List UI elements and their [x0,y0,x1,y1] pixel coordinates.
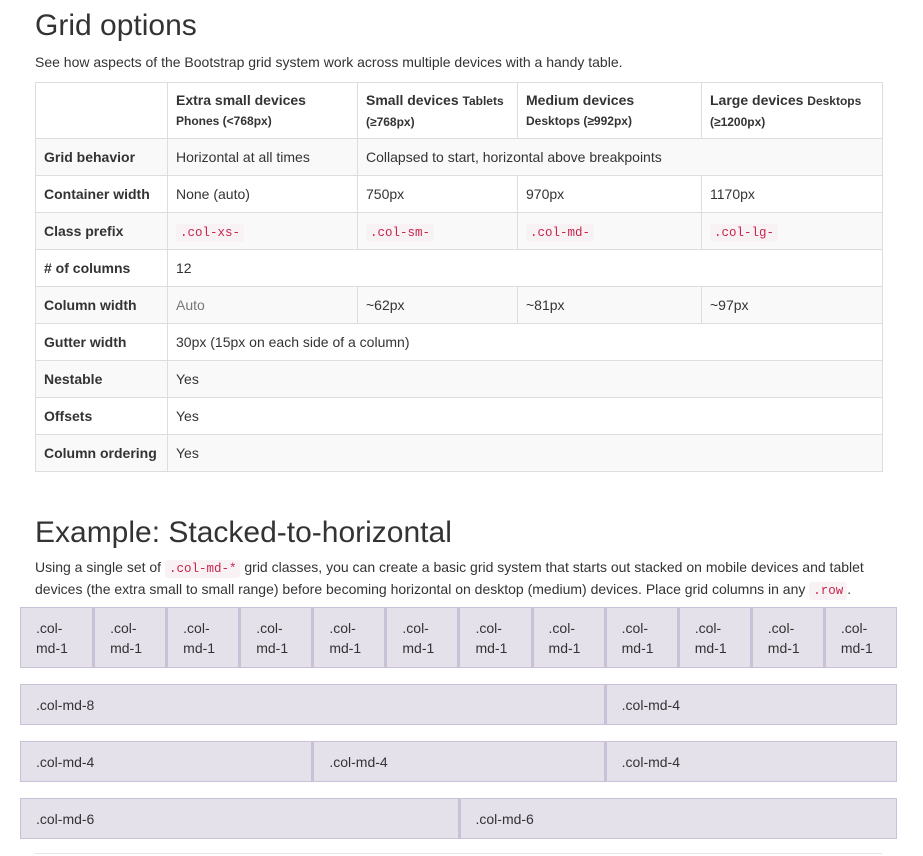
table-row [36,398,883,435]
grid-column: .col-md-6 [459,798,898,839]
table-cell: Horizontal at all times [168,139,358,176]
table-row [36,435,883,472]
header-xs: Extra small devices Phones (<768px) [168,83,358,139]
grid-options-heading: Grid options [35,9,197,42]
table-row [36,324,883,361]
table-cell [518,213,702,250]
example-description: Using a single set of .col-md-* grid classes, you can create a basic grid system that starts out stacked on mobile devices and tablet devices (the extra small to small range) before becoming horizontal on desktop (medium) devices. Place grid columns in any .row . [35,559,864,598]
table-row [36,139,883,176]
table-cell: Auto [168,287,358,324]
grid-column: .col-md-1 [20,607,93,668]
header-empty [36,83,168,139]
grid-column: .col-md-1 [824,607,897,668]
grid-column: .col-md-6 [20,798,459,839]
table-cell [702,213,883,250]
example-heading: Example: Stacked-to-horizontal [35,516,452,549]
table-cell: Yes [168,435,883,472]
code-snippet: .col-sm- [366,224,434,242]
table-cell: 970px [518,176,702,213]
grid-column: .col-md-4 [605,741,897,782]
row-label: Column width [36,287,168,324]
grid-column: .col-md-4 [312,741,604,782]
table-cell: ~62px [358,287,518,324]
grid-column: .col-md-1 [532,607,605,668]
table-row [36,361,883,398]
table-header-row [36,83,883,139]
row-label: Gutter width [36,324,168,361]
code-snippet: .col-md- [526,224,594,242]
grid-column: .col-md-1 [166,607,239,668]
grid-column: .col-md-1 [751,607,824,668]
table-row [36,176,883,213]
grid-options-description: See how aspects of the Bootstrap grid system work across multiple devices with a handy table. [35,54,623,70]
row-label: Nestable [36,361,168,398]
table-cell: 12 [168,250,883,287]
code-snippet: .row [809,582,847,600]
table-cell: None (auto) [168,176,358,213]
table-cell: ~81px [518,287,702,324]
table-row [36,213,883,250]
grid-column: .col-md-1 [385,607,458,668]
grid-column: .col-md-1 [312,607,385,668]
table-cell: 1170px [702,176,883,213]
table-cell [168,213,358,250]
table-row [36,250,883,287]
demo-row-8-4 [20,684,897,725]
row-label: Class prefix [36,213,168,250]
table-cell [358,213,518,250]
header-sm: Small devices Tablets (≥768px) [358,83,518,139]
row-label: # of columns [36,250,168,287]
grid-options-table [35,82,883,472]
table-cell: Yes [168,398,883,435]
row-label: Container width [36,176,168,213]
demo-row-4-4-4 [20,741,897,782]
grid-column: .col-md-1 [678,607,751,668]
table-row [36,287,883,324]
table-cell: Collapsed to start, horizontal above breakpoints [358,139,883,176]
grid-column: .col-md-4 [20,741,312,782]
row-label: Offsets [36,398,168,435]
grid-column: .col-md-8 [20,684,605,725]
grid-column: .col-md-1 [239,607,312,668]
grid-column: .col-md-1 [93,607,166,668]
grid-column: .col-md-1 [605,607,678,668]
header-md: Medium devices Desktops (≥992px) [518,83,702,139]
table-cell: 750px [358,176,518,213]
header-lg: Large devices Desktops (≥1200px) [702,83,883,139]
table-cell: ~97px [702,287,883,324]
row-label: Grid behavior [36,139,168,176]
grid-column: .col-md-1 [458,607,531,668]
table-cell: 30px (15px on each side of a column) [168,324,883,361]
grid-column: .col-md-4 [605,684,897,725]
table-cell: Yes [168,361,883,398]
code-snippet: .col-md-* [165,560,241,578]
code-snippet: .col-xs- [176,224,244,242]
code-snippet: .col-lg- [710,224,778,242]
demo-row-6-6 [20,798,897,839]
demo-row-col-md-1 [20,607,897,668]
divider [35,853,882,854]
row-label: Column ordering [36,435,168,472]
